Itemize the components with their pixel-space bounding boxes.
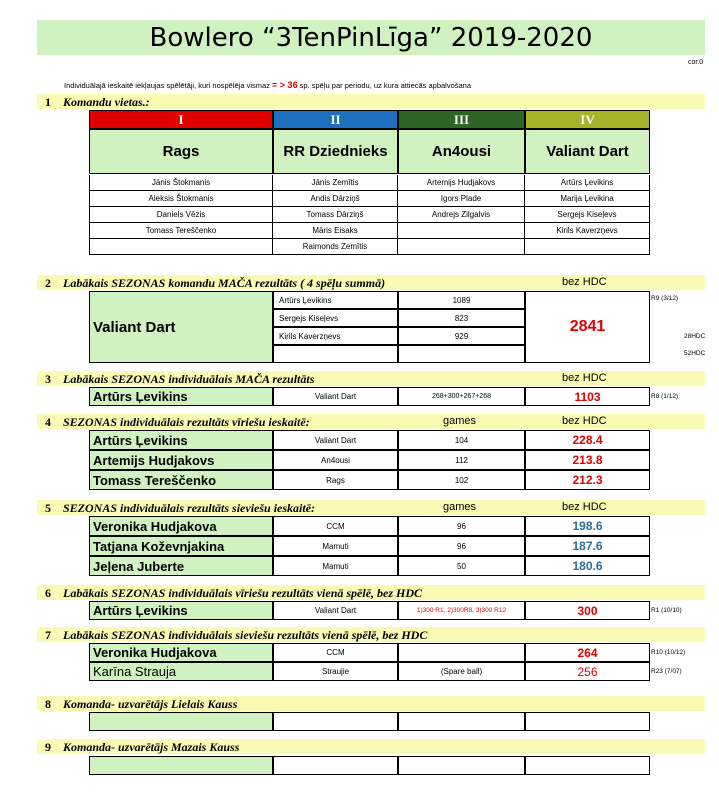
team-player: Tomass Tereščenko xyxy=(89,223,273,239)
note-threshold: = > 36 xyxy=(272,80,298,90)
s2-hdc-1: 28HDC xyxy=(684,333,706,340)
team-player: Jānis Štokmanis xyxy=(89,175,273,191)
team-player: Kirils Kaverzņevs xyxy=(525,223,650,239)
s9-cell-4 xyxy=(525,756,650,775)
team-player xyxy=(525,239,650,255)
team-player xyxy=(398,223,525,239)
s7-round: R10 (10/12) xyxy=(651,649,686,656)
s4-games: 112 xyxy=(398,450,525,470)
s2-player: Artūrs Ļevikins xyxy=(273,291,398,309)
team-name-2: RR Dziednieks xyxy=(273,129,398,174)
team-player: Artemijs Hudjakovs xyxy=(398,175,525,191)
s7-detail xyxy=(398,643,525,662)
s5-games: 96 xyxy=(398,516,525,536)
s2-total: 2841 xyxy=(525,291,650,363)
team-player: Māris Eisaks xyxy=(273,223,398,239)
section-1-header: 1 Komandu vietas.: xyxy=(37,94,705,109)
s5-team: Mamuti xyxy=(273,536,398,556)
team-player: Aleksis Štokmanis xyxy=(89,191,273,207)
version-label: cor.0 xyxy=(688,59,704,66)
s2-round: R9 (3/12) xyxy=(651,295,679,302)
s2-score xyxy=(398,345,525,363)
s3-round: R8 (1/12) xyxy=(651,393,679,400)
s7-team: Straujie xyxy=(273,662,398,681)
s2-player xyxy=(273,345,398,363)
s5-games: 50 xyxy=(398,556,525,576)
s5-team: Mamuti xyxy=(273,556,398,576)
s4-games: 104 xyxy=(398,430,525,450)
s6-round: R1 (10/10) xyxy=(651,607,682,614)
team-player: Daniels Vēzis xyxy=(89,207,273,223)
s4-player: Artemijs Hudjakovs xyxy=(89,450,273,470)
note-post: sp. spēļu par periodu, uz kura attiecās apbalvošana xyxy=(299,81,472,90)
s2-player: Kirils Kaverzņevs xyxy=(273,327,398,345)
s7-detail: (Spare ball) xyxy=(398,662,525,681)
s4-player: Artūrs Ļevikins xyxy=(89,430,273,450)
section-7-header: 7 Labākais SEZONAS individuālais sieviešu rezultāts vienā spēlē, bez HDC xyxy=(37,627,705,642)
s4-team: Valiant Dart xyxy=(273,430,398,450)
team-player xyxy=(398,239,525,255)
note-pre: Individuālajā ieskaitē iekļaujas spēlētāji, kuri nospēlēja vismaz xyxy=(64,81,270,90)
team-player xyxy=(89,239,273,255)
s3-team: Valiant Dart xyxy=(273,387,398,406)
section-4-header: 4 SEZONAS individuālais rezultāts vīriešu ieskaitē: games bez HDC xyxy=(37,414,705,429)
s6-score: 300 xyxy=(525,601,650,620)
section-5-header: 5 SEZONAS individuālais rezultāts sieviešu ieskaitē: games bez HDC xyxy=(37,500,705,515)
team-player: Marija Ļevikina xyxy=(525,191,650,207)
s2-score: 1089 xyxy=(398,291,525,309)
s3-total: 1103 xyxy=(525,387,650,406)
team-rank-header-4: IV xyxy=(525,110,650,129)
team-rank-header-2: II xyxy=(273,110,398,129)
team-rank-header-3: III xyxy=(398,110,525,129)
team-player: Igors Plade xyxy=(398,191,525,207)
s8-cell-3 xyxy=(398,712,525,731)
s2-score: 823 xyxy=(398,309,525,327)
s9-cell-2 xyxy=(273,756,398,775)
team-player: Artūrs Ļevikins xyxy=(525,175,650,191)
s3-games: 268+300+267+268 xyxy=(398,387,525,406)
s9-cell-3 xyxy=(398,756,525,775)
s5-average: 180.6 xyxy=(525,556,650,576)
section-2-header: 2 Labākais SEZONAS komandu MAČA rezultāts ( 4 spēļu summā) bez HDC xyxy=(37,275,705,290)
s4-player: Tomass Tereščenko xyxy=(89,470,273,490)
s4-average: 213.8 xyxy=(525,450,650,470)
s2-team-name: Valiant Dart xyxy=(93,318,176,336)
s4-games: 102 xyxy=(398,470,525,490)
s7-score: 256 xyxy=(525,662,650,681)
s7-score: 264 xyxy=(525,643,650,662)
s7-team: CCM xyxy=(273,643,398,662)
eligibility-note xyxy=(64,80,471,90)
s8-cell-4 xyxy=(525,712,650,731)
s3-player: Artūrs Ļevikins xyxy=(89,387,273,406)
s7-player: Veronika Hudjakova xyxy=(89,643,273,662)
section-9-header: 9 Komanda- uzvarētājs Mazais Kauss xyxy=(37,739,705,754)
s6-player: Artūrs Ļevikins xyxy=(89,601,273,620)
s4-average: 212.3 xyxy=(525,470,650,490)
s5-average: 187.6 xyxy=(525,536,650,556)
team-name-4: Valiant Dart xyxy=(525,129,650,174)
s5-games: 96 xyxy=(398,536,525,556)
s9-team-cell xyxy=(89,756,273,775)
s4-team: Rags xyxy=(273,470,398,490)
team-player: Jānis Zemītis xyxy=(273,175,398,191)
team-name-3: An4ousi xyxy=(398,129,525,174)
section-6-header: 6 Labākais SEZONAS individuālais vīriešu rezultāts vienā spēlē, bez HDC xyxy=(37,585,705,600)
s8-cell-2 xyxy=(273,712,398,731)
s6-team: Valiant Dart xyxy=(273,601,398,620)
section-3-header: 3 Labākais SEZONAS individuālais MAČA rezultāts bez HDC xyxy=(37,371,705,386)
page-title: Bowlero “3TenPinLīga” 2019-2020 xyxy=(37,20,705,55)
team-name-1: Rags xyxy=(89,129,273,174)
s5-player: Veronika Hudjakova xyxy=(89,516,273,536)
s5-player: Tatjana Koževnjakina xyxy=(89,536,273,556)
s7-player: Karīna Strauja xyxy=(89,662,273,681)
s7-round: R23 (7/07) xyxy=(651,668,682,675)
team-player: Raimonds Zemītis xyxy=(273,239,398,255)
s4-team: An4ousi xyxy=(273,450,398,470)
team-player: Andis Dārziņš xyxy=(273,191,398,207)
team-rank-header-1: I xyxy=(89,110,273,129)
s2-score: 929 xyxy=(398,327,525,345)
s2-player: Sergejs Kiseļevs xyxy=(273,309,398,327)
team-player: Tomass Dārziņš xyxy=(273,207,398,223)
s5-average: 198.6 xyxy=(525,516,650,536)
team-player: Sergejs Kiseļevs xyxy=(525,207,650,223)
s5-player: Jeļena Juberte xyxy=(89,556,273,576)
s6-detail: 1)300 R1, 2)300R8, 3)300 R12 xyxy=(398,601,525,620)
team-player: Andrejs Zilgalvis xyxy=(398,207,525,223)
section-8-header: 8 Komanda- uzvarētājs Lielais Kauss xyxy=(37,696,705,711)
s2-hdc-2: 52HDC xyxy=(684,350,706,357)
s4-average: 228.4 xyxy=(525,430,650,450)
s5-team: CCM xyxy=(273,516,398,536)
s8-team-cell xyxy=(89,712,273,731)
